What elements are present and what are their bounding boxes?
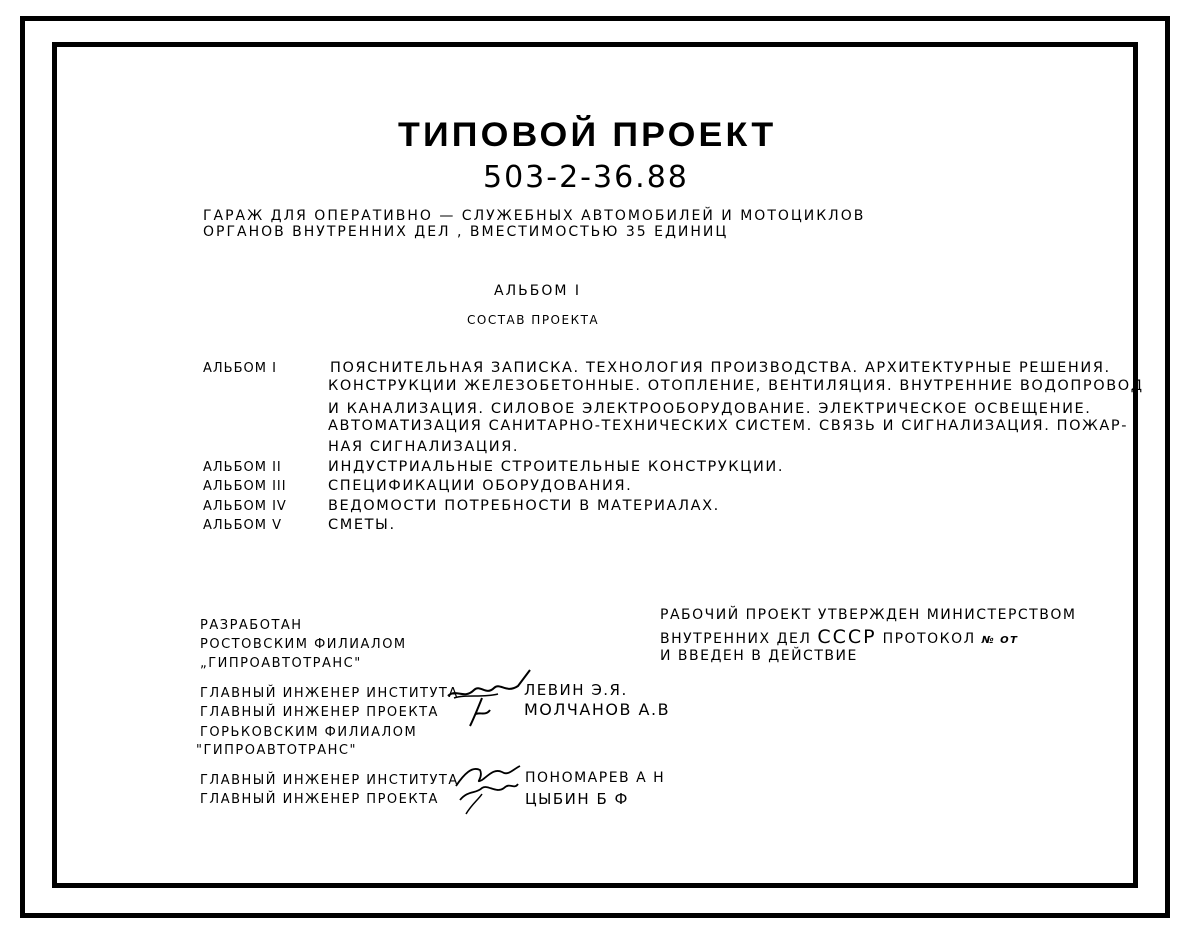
approval-line-2 xyxy=(660,626,1018,648)
gorky-line-2: "ГИПРОАВТОТРАНС" xyxy=(196,743,357,758)
developer-line-2: РОСТОВСКИМ ФИЛИАЛОМ xyxy=(200,637,407,652)
composition-heading: СОСТАВ ПРОЕКТА xyxy=(467,313,600,327)
rostov-chief-project-name: МОЛЧАНОВ А.В xyxy=(524,700,671,719)
approval-ussr: СССР xyxy=(817,626,877,648)
album-4-line-1: ВЕДОМОСТИ ПОТРЕБНОСТИ В МАТЕРИАЛАХ. xyxy=(328,498,720,514)
project-code: 503-2-36.88 xyxy=(483,160,689,195)
subtitle-line-2: ОРГАНОВ ВНУТРЕННИХ ДЕЛ , ВМЕСТИМОСТЬЮ 35 ЕДИНИЦ xyxy=(203,224,729,240)
album-1-line-2: КОНСТРУКЦИИ ЖЕЛЕЗОБЕТОННЫЕ. ОТОПЛЕНИЕ, ВЕНТИЛЯЦИЯ. ВНУТРЕННИЕ ВОДОПРОВОД xyxy=(328,378,1144,394)
album-5-label: АЛЬБОМ V xyxy=(203,518,282,533)
album-1-line-1: ПОЯСНИТЕЛЬНАЯ ЗАПИСКА. ТЕХНОЛОГИЯ ПРОИЗВОДСТВА. АРХИТЕКТУРНЫЕ РЕШЕНИЯ. xyxy=(330,360,1111,376)
approval-protocol-number: № ОТ xyxy=(981,635,1019,646)
album-2-line-1: ИНДУСТРИАЛЬНЫЕ СТРОИТЕЛЬНЫЕ КОНСТРУКЦИИ. xyxy=(328,459,785,475)
album-1-label: АЛЬБОМ I xyxy=(203,361,277,376)
album-5-line-1: СМЕТЫ. xyxy=(328,517,396,533)
album-3-line-1: СПЕЦИФИКАЦИИ ОБОРУДОВАНИЯ. xyxy=(328,478,633,494)
signature-ponomarev xyxy=(452,760,524,818)
approval-line-1: РАБОЧИЙ ПРОЕКТ УТВЕРЖДЕН МИНИСТЕРСТВОМ xyxy=(660,607,1077,623)
developer-line-1: РАЗРАБОТАН xyxy=(200,618,303,633)
rostov-chief-project-role: ГЛАВНЫЙ ИНЖЕНЕР ПРОЕКТА xyxy=(200,705,439,720)
album-2-label: АЛЬБОМ II xyxy=(203,460,282,475)
album-3-label: АЛЬБОМ III xyxy=(203,479,287,494)
album-1-line-3: И КАНАЛИЗАЦИЯ. СИЛОВОЕ ЭЛЕКТРООБОРУДОВАНИЕ. ЭЛЕКТРИЧЕСКОЕ ОСВЕЩЕНИЕ. xyxy=(328,401,1092,417)
gorky-chief-project-role: ГЛАВНЫЙ ИНЖЕНЕР ПРОЕКТА xyxy=(200,792,439,807)
album-1-line-4: АВТОМАТИЗАЦИЯ САНИТАРНО-ТЕХНИЧЕСКИХ СИСТЕМ. СВЯЗЬ И СИГНАЛИЗАЦИЯ. ПОЖАР- xyxy=(328,418,1129,434)
gorky-line-1: ГОРЬКОВСКИМ ФИЛИАЛОМ xyxy=(200,725,418,740)
album-4-label: АЛЬБОМ IV xyxy=(203,499,287,514)
approval-line-3: И ВВЕДЕН В ДЕЙСТВИЕ xyxy=(660,648,858,664)
gorky-chief-institute-name: ПОНОМАРЕВ А Н xyxy=(525,770,666,786)
subtitle-line-1: ГАРАЖ ДЛЯ ОПЕРАТИВНО — СЛУЖЕБНЫХ АВТОМОБИЛЕЙ И МОТОЦИКЛОВ xyxy=(203,208,866,224)
document-title: ТИПОВОЙ ПРОЕКТ xyxy=(398,116,777,154)
approval-protocol: ПРОТОКОЛ xyxy=(882,631,976,647)
approval-ministry: ВНУТРЕННИХ ДЕЛ xyxy=(660,631,812,647)
developer-line-3: „ГИПРОАВТОТРАНС" xyxy=(200,656,362,671)
rostov-chief-institute-role: ГЛАВНЫЙ ИНЖЕНЕР ИНСТИТУТА xyxy=(200,686,459,701)
album-heading: АЛЬБОМ I xyxy=(494,283,581,299)
gorky-chief-project-name: ЦЫБИН Б Ф xyxy=(525,790,629,808)
rostov-chief-institute-name: ЛЕВИН Э.Я. xyxy=(524,681,628,699)
gorky-chief-institute-role: ГЛАВНЫЙ ИНЖЕНЕР ИНСТИТУТА xyxy=(200,773,459,788)
album-1-line-5: НАЯ СИГНАЛИЗАЦИЯ. xyxy=(328,439,520,455)
signature-molchanov xyxy=(466,694,496,730)
